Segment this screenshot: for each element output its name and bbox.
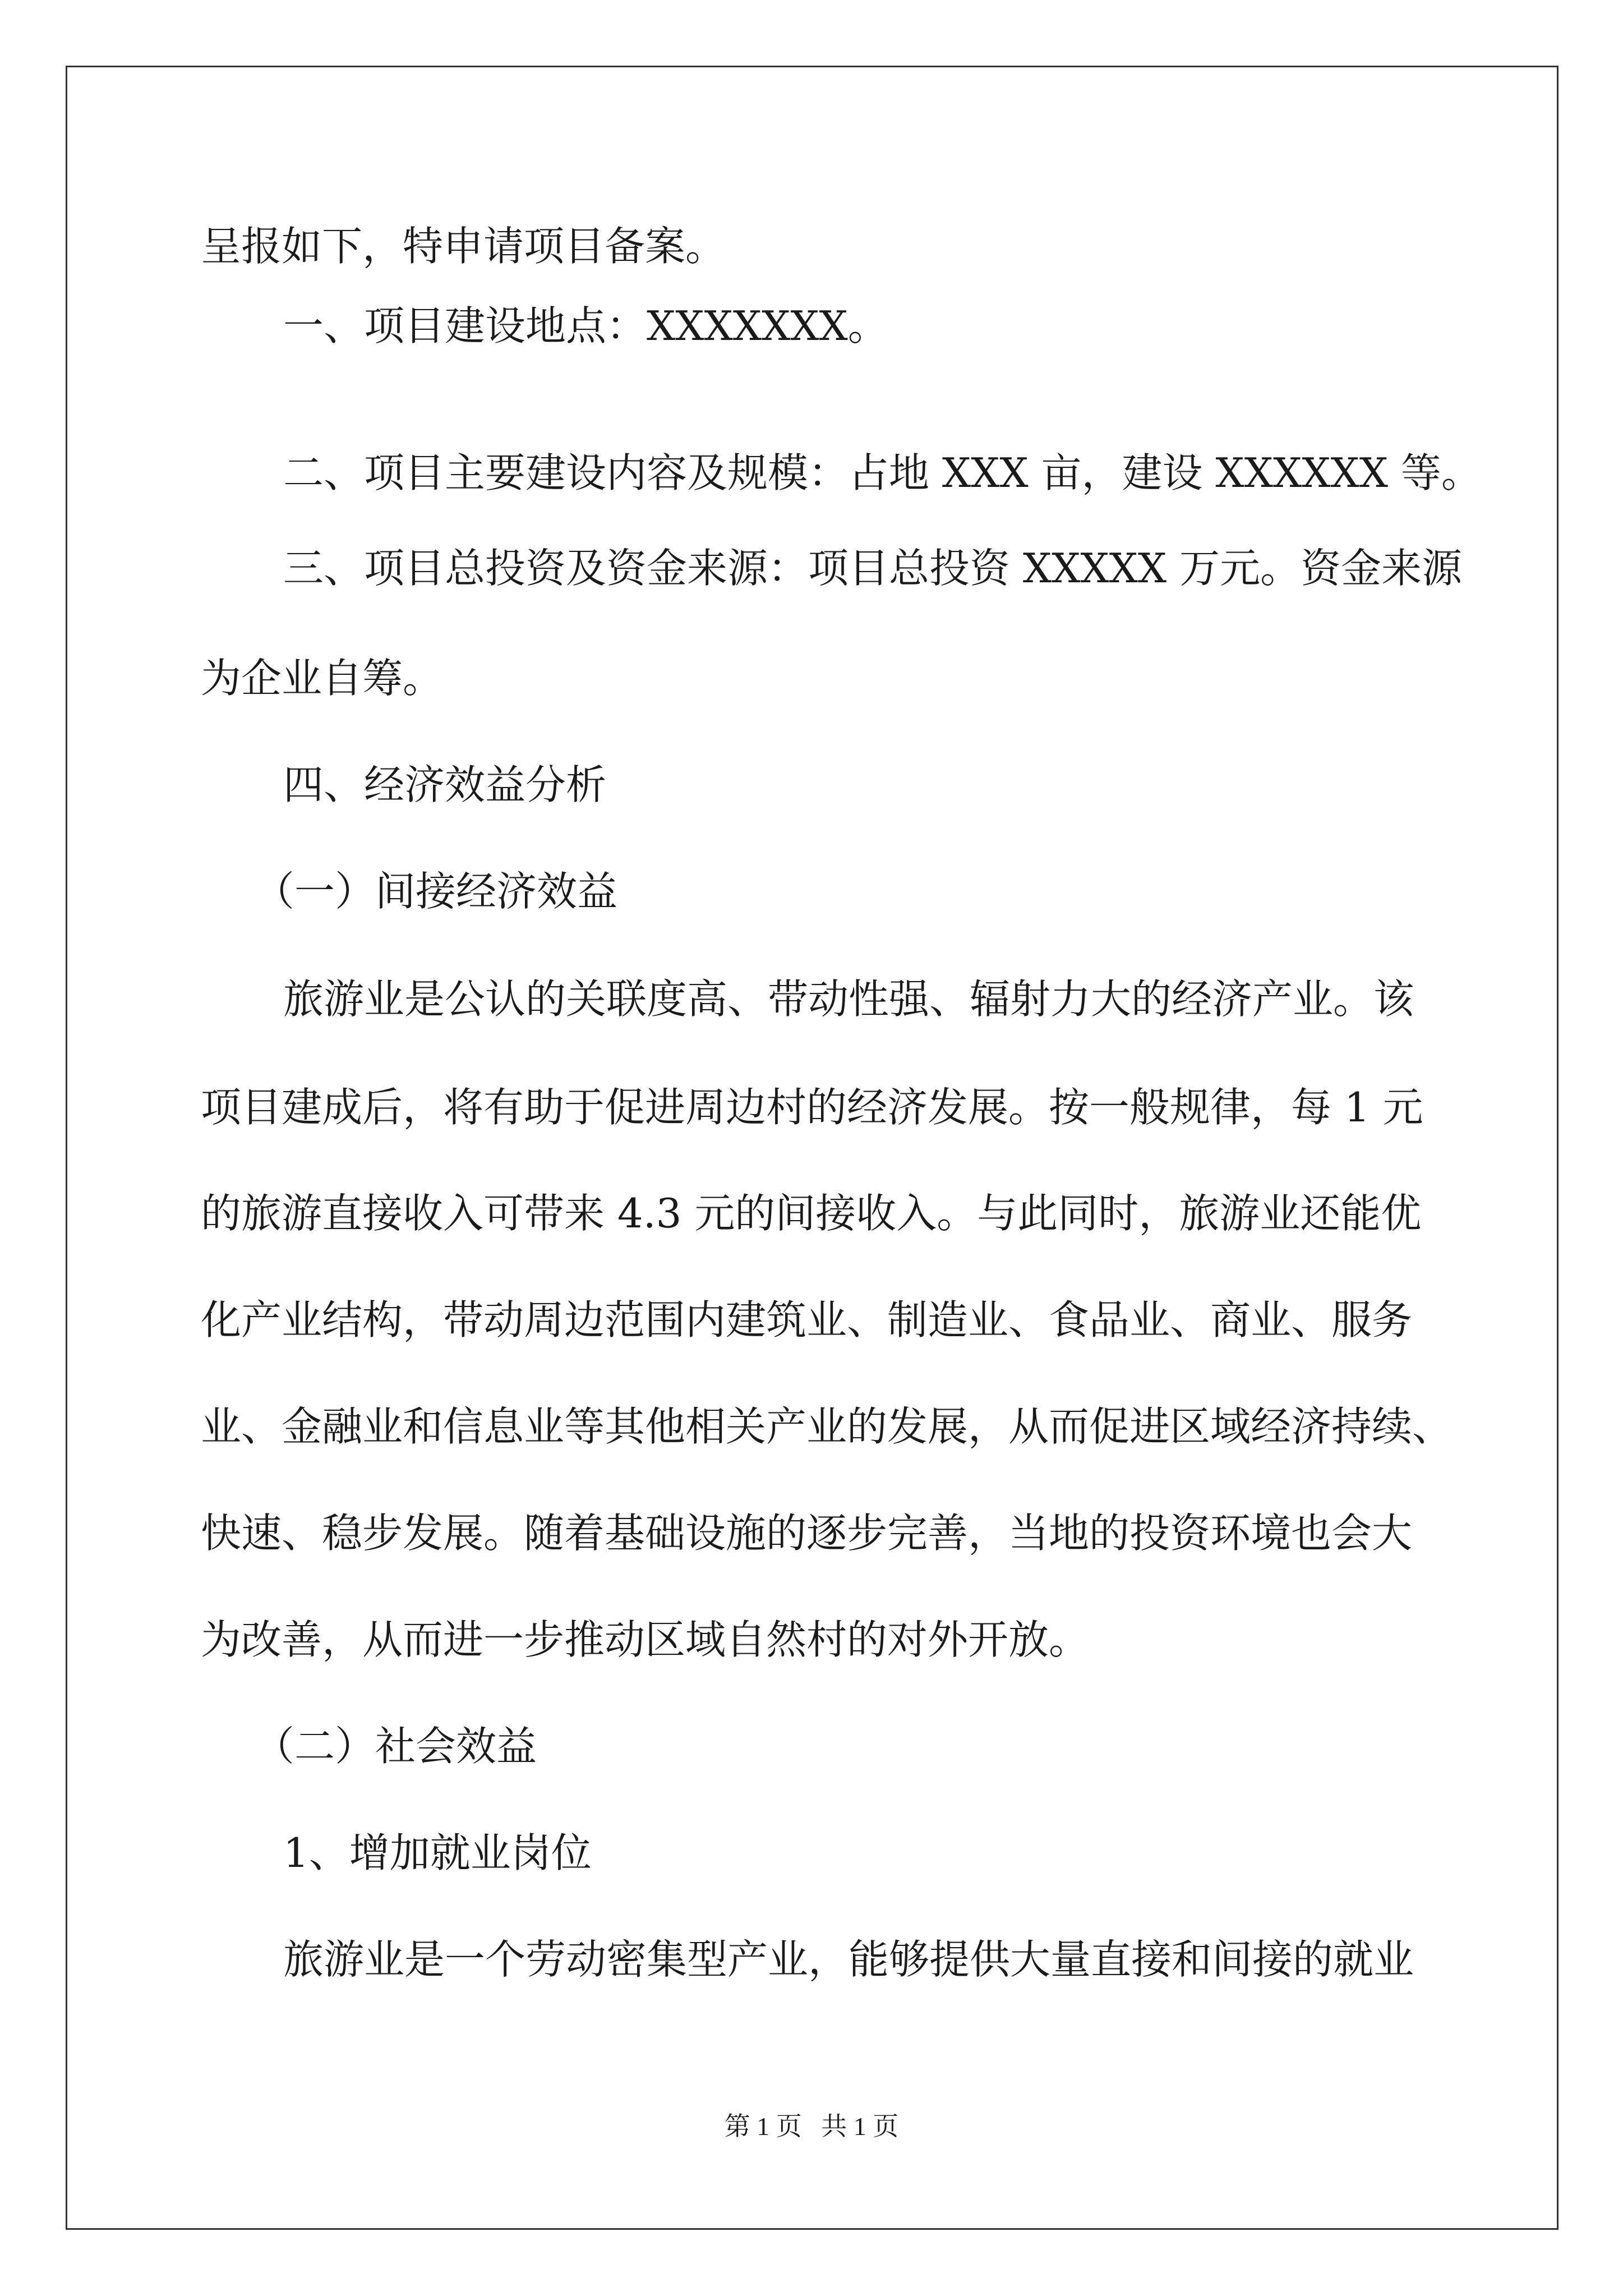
text-line: 为企业自筹。 — [201, 655, 444, 702]
page-border — [66, 66, 1559, 2230]
text-line: 三、项目总投资及资金来源：项目总投资 XXXXX 万元。资金来源 — [283, 545, 1463, 592]
text-line: 项目建成后，将有助于促进周边村的经济发展。按一般规律，每 1 元 — [201, 1084, 1423, 1131]
subsection-heading: （一）间接经济效益 — [254, 868, 618, 915]
text-line: 化产业结构，带动周边范围内建筑业、制造业、食品业、商业、服务 — [201, 1296, 1413, 1343]
numbered-heading: 1、增加就业岗位 — [283, 1829, 592, 1876]
page-footer: 第 1 页 共 1 页 — [724, 2112, 899, 2141]
subsection-heading: （二）社会效益 — [254, 1723, 537, 1770]
text-line: 一、项目建设地点：XXXXXXX。 — [283, 302, 888, 349]
text-line: 二、项目主要建设内容及规模：占地 XXX 亩，建设 XXXXXX 等。 — [283, 449, 1482, 496]
text-line: 业、金融业和信息业等其他相关产业的发展，从而促进区域经济持续、 — [201, 1403, 1453, 1450]
text-line: 的旅游直接收入可带来 4.3 元的间接收入。与此同时，旅游业还能优 — [201, 1190, 1422, 1237]
section-heading: 四、经济效益分析 — [283, 761, 607, 808]
text-line: 为改善，从而进一步推动区域自然村的对外开放。 — [201, 1616, 1090, 1663]
text-line: 呈报如下，特申请项目备案。 — [201, 223, 726, 270]
text-line: 快速、稳步发展。随着基础设施的逐步完善，当地的投资环境也会大 — [201, 1510, 1413, 1557]
text-line: 旅游业是公认的关联度高、带动性强、辐射力大的经济产业。该 — [283, 976, 1414, 1023]
text-line: 旅游业是一个劳动密集型产业，能够提供大量直接和间接的就业 — [283, 1936, 1414, 1983]
